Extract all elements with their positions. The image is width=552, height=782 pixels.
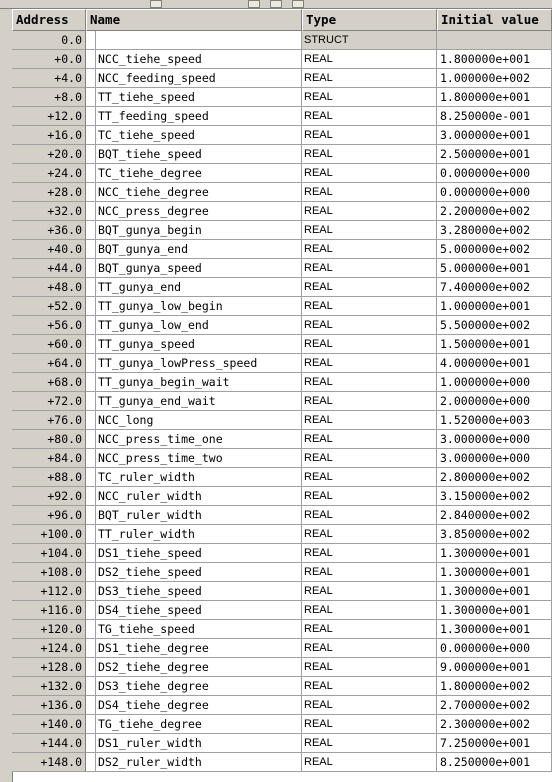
initial-value-cell[interactable]: 2.800000e+002 xyxy=(437,468,552,487)
row-marker xyxy=(86,126,96,145)
initial-value-cell[interactable]: 3.000000e+000 xyxy=(437,430,552,449)
name-cell[interactable]: TT_gunya_lowPress_speed xyxy=(96,354,302,373)
table-row[interactable] xyxy=(12,753,552,772)
address-cell: +140.0 xyxy=(12,715,86,734)
type-cell[interactable]: REAL xyxy=(302,335,437,354)
table-row[interactable] xyxy=(12,563,552,582)
table-row[interactable] xyxy=(12,126,552,145)
name-cell[interactable]: DS1_tiehe_speed xyxy=(96,544,302,563)
row-marker xyxy=(86,354,96,373)
address-cell: +72.0 xyxy=(12,392,86,411)
name-cell[interactable]: NCC_tiehe_speed xyxy=(96,50,302,69)
row-marker xyxy=(86,639,96,658)
address-cell: +60.0 xyxy=(12,335,86,354)
row-marker xyxy=(86,582,96,601)
type-cell[interactable]: REAL xyxy=(302,506,437,525)
row-marker xyxy=(86,620,96,639)
initial-value-cell[interactable]: 2.700000e+002 xyxy=(437,696,552,715)
address-cell: +144.0 xyxy=(12,734,86,753)
name-cell[interactable]: NCC_long xyxy=(96,411,302,430)
row-marker xyxy=(86,202,96,221)
name-cell[interactable]: TT_gunya_speed xyxy=(96,335,302,354)
toolbar-button-icon[interactable] xyxy=(150,0,162,8)
address-cell: +0.0 xyxy=(12,50,86,69)
initial-value-cell[interactable]: 1.800000e+001 xyxy=(437,88,552,107)
name-cell[interactable]: BQT_gunya_begin xyxy=(96,221,302,240)
table-row[interactable] xyxy=(12,734,552,753)
name-cell[interactable]: NCC_press_degree xyxy=(96,202,302,221)
row-marker xyxy=(86,468,96,487)
row-marker xyxy=(86,677,96,696)
name-cell[interactable]: TT_ruler_width xyxy=(96,525,302,544)
address-cell: +92.0 xyxy=(12,487,86,506)
address-cell: +128.0 xyxy=(12,658,86,677)
initial-value-cell[interactable]: 3.000000e+000 xyxy=(437,449,552,468)
initial-value-cell[interactable]: 5.500000e+002 xyxy=(437,316,552,335)
name-cell[interactable]: BQT_ruler_width xyxy=(96,506,302,525)
type-cell[interactable]: REAL xyxy=(302,392,437,411)
type-cell[interactable]: REAL xyxy=(302,525,437,544)
address-cell: +80.0 xyxy=(12,430,86,449)
address-cell: +56.0 xyxy=(12,316,86,335)
column-header-name[interactable]: Name xyxy=(86,9,302,31)
type-cell[interactable]: REAL xyxy=(302,88,437,107)
type-cell[interactable]: REAL xyxy=(302,145,437,164)
name-cell[interactable]: DS2_tiehe_speed xyxy=(96,563,302,582)
address-cell: +28.0 xyxy=(12,183,86,202)
type-cell[interactable]: REAL xyxy=(302,164,437,183)
row-marker xyxy=(86,31,96,50)
address-cell: +148.0 xyxy=(12,753,86,772)
table-row[interactable] xyxy=(12,221,552,240)
name-cell[interactable]: BQT_gunya_speed xyxy=(96,259,302,278)
name-cell[interactable]: NCC_ruler_width xyxy=(96,487,302,506)
address-cell: +132.0 xyxy=(12,677,86,696)
address-cell: +104.0 xyxy=(12,544,86,563)
table-row[interactable] xyxy=(12,392,552,411)
name-cell[interactable]: TG_tiehe_degree xyxy=(96,715,302,734)
initial-value-cell[interactable]: 0.000000e+000 xyxy=(437,164,552,183)
table-row[interactable] xyxy=(12,525,552,544)
address-cell: +8.0 xyxy=(12,88,86,107)
table-row[interactable] xyxy=(12,316,552,335)
initial-value-cell[interactable]: 1.000000e+002 xyxy=(437,69,552,88)
row-marker xyxy=(86,259,96,278)
table-row[interactable] xyxy=(12,354,552,373)
type-cell[interactable]: REAL xyxy=(302,316,437,335)
initial-value-cell[interactable]: 2.840000e+002 xyxy=(437,506,552,525)
type-cell[interactable]: REAL xyxy=(302,563,437,582)
initial-value-cell[interactable]: 3.850000e+002 xyxy=(437,525,552,544)
initial-value-cell[interactable]: 1.300000e+001 xyxy=(437,563,552,582)
address-cell: +40.0 xyxy=(12,240,86,259)
type-cell[interactable]: REAL xyxy=(302,126,437,145)
initial-value-cell[interactable]: 0.000000e+000 xyxy=(437,183,552,202)
name-cell[interactable]: DS3_tiehe_speed xyxy=(96,582,302,601)
address-cell: +16.0 xyxy=(12,126,86,145)
row-marker xyxy=(86,145,96,164)
initial-value-cell[interactable]: 4.000000e+001 xyxy=(437,354,552,373)
name-cell[interactable]: NCC_tiehe_degree xyxy=(96,183,302,202)
initial-value-cell[interactable]: 1.300000e+001 xyxy=(437,620,552,639)
row-marker xyxy=(86,88,96,107)
row-marker xyxy=(86,506,96,525)
name-cell[interactable]: DS2_tiehe_degree xyxy=(96,658,302,677)
type-cell[interactable]: REAL xyxy=(302,639,437,658)
table-row[interactable] xyxy=(12,373,552,392)
name-cell[interactable]: BQT_gunya_end xyxy=(96,240,302,259)
initial-value-cell[interactable]: 1.000000e+001 xyxy=(437,297,552,316)
name-cell[interactable]: TT_gunya_low_begin xyxy=(96,297,302,316)
initial-value-cell[interactable]: 7.250000e+001 xyxy=(437,734,552,753)
name-cell[interactable]: TC_ruler_width xyxy=(96,468,302,487)
type-cell[interactable]: REAL xyxy=(302,202,437,221)
row-marker xyxy=(86,392,96,411)
row-marker xyxy=(86,696,96,715)
row-marker xyxy=(86,240,96,259)
type-cell[interactable]: REAL xyxy=(302,411,437,430)
address-cell: +100.0 xyxy=(12,525,86,544)
name-cell[interactable]: TT_feeding_speed xyxy=(96,107,302,126)
row-marker xyxy=(86,373,96,392)
name-cell[interactable]: DS4_tiehe_degree xyxy=(96,696,302,715)
initial-value-cell[interactable]: 9.000000e+001 xyxy=(437,658,552,677)
address-cell: +36.0 xyxy=(12,221,86,240)
row-marker xyxy=(86,164,96,183)
type-cell[interactable]: REAL xyxy=(302,278,437,297)
table-row[interactable] xyxy=(12,183,552,202)
row-marker xyxy=(86,658,96,677)
name-cell[interactable]: NCC_feeding_speed xyxy=(96,69,302,88)
initial-value-cell[interactable]: 1.520000e+003 xyxy=(437,411,552,430)
table-row[interactable] xyxy=(12,620,552,639)
address-cell: +32.0 xyxy=(12,202,86,221)
type-cell[interactable]: REAL xyxy=(302,107,437,126)
column-header-initial-value[interactable]: Initial value xyxy=(437,9,552,31)
name-cell[interactable]: TC_tiehe_degree xyxy=(96,164,302,183)
table-row[interactable] xyxy=(12,335,552,354)
type-cell[interactable]: REAL xyxy=(302,69,437,88)
name-cell[interactable]: TT_tiehe_speed xyxy=(96,88,302,107)
address-cell: +88.0 xyxy=(12,468,86,487)
address-cell: +4.0 xyxy=(12,69,86,88)
initial-value-cell[interactable]: 1.500000e+001 xyxy=(437,335,552,354)
address-cell: +84.0 xyxy=(12,449,86,468)
initial-value-cell[interactable]: 2.500000e+001 xyxy=(437,145,552,164)
address-cell: +68.0 xyxy=(12,373,86,392)
row-marker xyxy=(86,221,96,240)
table-row[interactable] xyxy=(12,506,552,525)
address-cell: +124.0 xyxy=(12,639,86,658)
name-cell[interactable]: TC_tiehe_speed xyxy=(96,126,302,145)
name-cell[interactable]: TT_gunya_end_wait xyxy=(96,392,302,411)
toolbar-button-icon[interactable] xyxy=(270,0,282,8)
row-marker xyxy=(86,278,96,297)
row-marker xyxy=(86,563,96,582)
type-cell[interactable]: REAL xyxy=(302,753,437,772)
initial-value-cell[interactable]: 3.150000e+002 xyxy=(437,487,552,506)
table-row[interactable] xyxy=(12,107,552,126)
table-row[interactable] xyxy=(12,259,552,278)
initial-value-cell[interactable]: 1.800000e+002 xyxy=(437,677,552,696)
type-cell[interactable]: REAL xyxy=(302,297,437,316)
initial-value-cell[interactable]: 5.000000e+001 xyxy=(437,259,552,278)
initial-value-cell[interactable]: 1.300000e+001 xyxy=(437,582,552,601)
row-marker xyxy=(86,487,96,506)
type-cell[interactable]: REAL xyxy=(302,259,437,278)
initial-value-cell[interactable]: 8.250000e-001 xyxy=(437,107,552,126)
table-row[interactable] xyxy=(12,449,552,468)
type-cell[interactable]: REAL xyxy=(302,677,437,696)
name-cell[interactable]: DS2_ruler_width xyxy=(96,753,302,772)
initial-value-cell[interactable]: 2.200000e+002 xyxy=(437,202,552,221)
type-cell[interactable]: REAL xyxy=(302,620,437,639)
address-cell: +64.0 xyxy=(12,354,86,373)
name-cell[interactable]: TT_gunya_begin_wait xyxy=(96,373,302,392)
row-marker xyxy=(86,316,96,335)
row-marker xyxy=(86,411,96,430)
type-cell[interactable]: REAL xyxy=(302,468,437,487)
type-cell[interactable]: REAL xyxy=(302,487,437,506)
initial-value-cell[interactable]: 1.300000e+001 xyxy=(437,544,552,563)
type-cell[interactable]: REAL xyxy=(302,658,437,677)
row-marker xyxy=(86,449,96,468)
name-cell[interactable]: TT_gunya_low_end xyxy=(96,316,302,335)
type-cell[interactable]: REAL xyxy=(302,601,437,620)
column-header-address[interactable]: Address xyxy=(12,9,86,31)
type-cell[interactable]: REAL xyxy=(302,544,437,563)
table-row[interactable] xyxy=(12,202,552,221)
name-cell[interactable]: BQT_tiehe_speed xyxy=(96,145,302,164)
initial-value-cell[interactable]: 1.000000e+000 xyxy=(437,373,552,392)
table-row[interactable] xyxy=(12,601,552,620)
declaration-table xyxy=(0,9,552,782)
toolbar-button-icon[interactable] xyxy=(292,0,304,8)
row-marker xyxy=(86,544,96,563)
table-row[interactable] xyxy=(12,696,552,715)
initial-value-cell[interactable]: 2.300000e+002 xyxy=(437,715,552,734)
initial-value-cell[interactable]: 5.000000e+002 xyxy=(437,240,552,259)
row-marker xyxy=(86,183,96,202)
initial-value-cell[interactable]: 1.800000e+001 xyxy=(437,50,552,69)
row-marker xyxy=(86,50,96,69)
column-header-type[interactable]: Type xyxy=(302,9,437,31)
name-cell[interactable]: DS4_tiehe_speed xyxy=(96,601,302,620)
address-cell: +112.0 xyxy=(12,582,86,601)
row-marker xyxy=(86,753,96,772)
address-cell: +96.0 xyxy=(12,506,86,525)
address-cell: +12.0 xyxy=(12,107,86,126)
type-cell[interactable]: REAL xyxy=(302,221,437,240)
name-cell[interactable]: DS3_tiehe_degree xyxy=(96,677,302,696)
table-row[interactable] xyxy=(12,240,552,259)
table-row[interactable] xyxy=(12,297,552,316)
table-row[interactable] xyxy=(12,487,552,506)
table-row[interactable] xyxy=(12,639,552,658)
type-cell[interactable]: REAL xyxy=(302,715,437,734)
name-cell[interactable]: NCC_press_time_one xyxy=(96,430,302,449)
initial-value-cell[interactable]: 3.280000e+002 xyxy=(437,221,552,240)
name-cell[interactable]: TT_gunya_end xyxy=(96,278,302,297)
address-cell: +108.0 xyxy=(12,563,86,582)
initial-value-cell[interactable]: 8.250000e+001 xyxy=(437,753,552,772)
row-marker xyxy=(86,734,96,753)
table-row[interactable] xyxy=(12,69,552,88)
row-marker xyxy=(86,601,96,620)
type-cell[interactable]: REAL xyxy=(302,430,437,449)
initial-value-cell[interactable] xyxy=(437,31,552,50)
address-cell: 0.0 xyxy=(12,31,86,50)
toolbar-button-icon[interactable] xyxy=(248,0,260,8)
type-cell[interactable]: STRUCT xyxy=(302,31,437,50)
initial-value-cell[interactable]: 0.000000e+000 xyxy=(437,639,552,658)
table-header xyxy=(12,9,552,31)
address-cell: +48.0 xyxy=(12,278,86,297)
table-row[interactable] xyxy=(12,164,552,183)
address-cell: +44.0 xyxy=(12,259,86,278)
address-cell: +136.0 xyxy=(12,696,86,715)
address-cell: +20.0 xyxy=(12,145,86,164)
type-cell[interactable]: REAL xyxy=(302,449,437,468)
address-cell: +52.0 xyxy=(12,297,86,316)
name-cell[interactable] xyxy=(96,31,302,50)
initial-value-cell[interactable]: 7.400000e+002 xyxy=(437,278,552,297)
type-cell[interactable]: REAL xyxy=(302,240,437,259)
name-cell[interactable]: DS1_tiehe_degree xyxy=(96,639,302,658)
type-cell[interactable]: REAL xyxy=(302,373,437,392)
struct-header-row[interactable] xyxy=(12,31,552,50)
table-row[interactable] xyxy=(12,582,552,601)
type-cell[interactable]: REAL xyxy=(302,183,437,202)
row-marker xyxy=(86,430,96,449)
row-marker xyxy=(86,297,96,316)
table-row[interactable] xyxy=(12,677,552,696)
table-row[interactable] xyxy=(12,50,552,69)
toolbar xyxy=(0,0,552,9)
type-cell[interactable]: REAL xyxy=(302,734,437,753)
address-cell: +116.0 xyxy=(12,601,86,620)
table-row[interactable] xyxy=(12,411,552,430)
table-row[interactable] xyxy=(12,88,552,107)
row-marker xyxy=(86,715,96,734)
row-marker xyxy=(86,525,96,544)
row-marker xyxy=(86,335,96,354)
address-cell: +24.0 xyxy=(12,164,86,183)
table-row[interactable] xyxy=(12,544,552,563)
name-cell[interactable]: TG_tiehe_speed xyxy=(96,620,302,639)
initial-value-cell[interactable]: 2.000000e+000 xyxy=(437,392,552,411)
table-body xyxy=(12,31,552,772)
table-row[interactable] xyxy=(12,430,552,449)
type-cell[interactable]: REAL xyxy=(302,696,437,715)
address-cell: +76.0 xyxy=(12,411,86,430)
table-row[interactable] xyxy=(12,468,552,487)
table-row[interactable] xyxy=(12,278,552,297)
row-marker xyxy=(86,69,96,88)
type-cell[interactable]: REAL xyxy=(302,354,437,373)
table-row[interactable] xyxy=(12,715,552,734)
table-row[interactable] xyxy=(12,658,552,677)
initial-value-cell[interactable]: 1.300000e+001 xyxy=(437,601,552,620)
name-cell[interactable]: DS1_ruler_width xyxy=(96,734,302,753)
type-cell[interactable]: REAL xyxy=(302,582,437,601)
initial-value-cell[interactable]: 3.000000e+001 xyxy=(437,126,552,145)
row-marker xyxy=(86,107,96,126)
name-cell[interactable]: NCC_press_time_two xyxy=(96,449,302,468)
table-row[interactable] xyxy=(12,145,552,164)
type-cell[interactable]: REAL xyxy=(302,50,437,69)
address-cell: +120.0 xyxy=(12,620,86,639)
